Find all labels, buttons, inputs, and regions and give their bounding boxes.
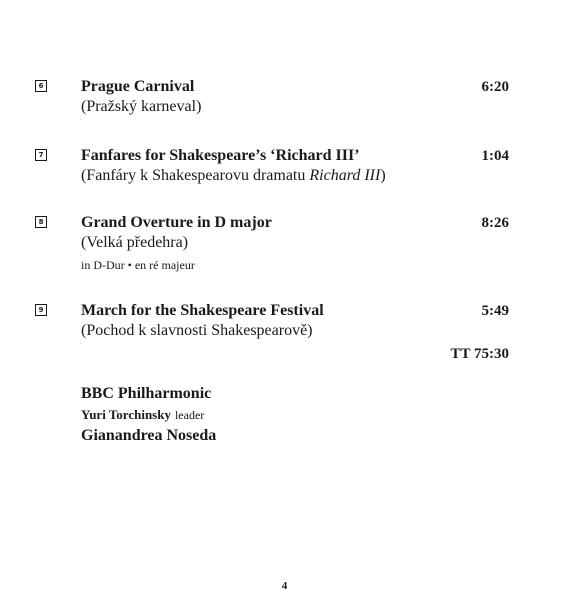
track-number-box: 7 [35,149,47,161]
leader-name: Yuri Torchinsky [81,407,171,422]
subtitle-prefix: (Fanfáry k Shakespearovu dramatu [81,167,310,184]
track-subtitle: (Pražský karneval) [81,98,202,115]
track-subtitle: (Velká předehra) [81,234,189,251]
orchestra-name: BBC Philharmonic [81,385,212,402]
leader-role: leader [174,408,205,422]
leader-credit [81,406,204,424]
subtitle-italic: Richard III [309,167,381,184]
track-subtitle [81,166,386,186]
track-subtitle: (Pochod k slavnosti Shakespearově) [81,322,313,339]
track-number-box: 8 [35,216,47,228]
track-duration: 1:04 [481,148,509,164]
page-number: 4 [281,580,288,592]
track-duration: 6:20 [481,79,509,95]
track-number-box: 6 [35,80,47,92]
track-title: Fanfares for Shakespeare’s ‘Richard III’ [81,147,360,164]
track-number-box: 9 [35,304,47,316]
track-title: March for the Shakespeare Festival [81,302,324,319]
track-duration: 8:26 [481,215,509,231]
track-key-note: in D-Dur • en ré majeur [81,258,195,272]
track-title: Grand Overture in D major [81,214,272,231]
track-title: Prague Carnival [81,78,195,95]
subtitle-suffix: ) [380,167,386,184]
conductor-name: Gianandrea Noseda [81,427,217,444]
track-duration: 5:49 [481,303,509,319]
total-time: TT 75:30 [450,346,509,362]
